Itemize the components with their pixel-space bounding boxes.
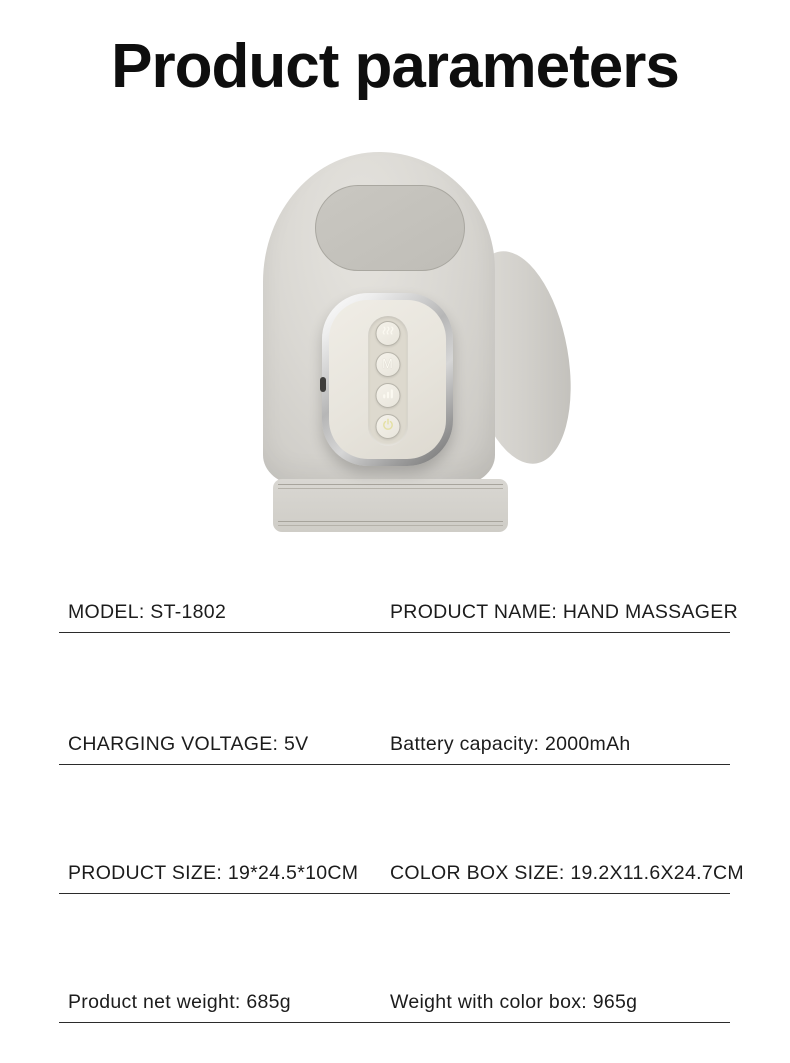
- intensity-button: [375, 383, 400, 408]
- spec-charging-voltage: CHARGING VOLTAGE: 5V: [68, 732, 309, 755]
- spec-product-size: PRODUCT SIZE: 19*24.5*10CM: [68, 861, 359, 884]
- heat-button: [375, 321, 400, 346]
- control-panel-face: [329, 300, 446, 459]
- intensity-bars-icon: [381, 387, 394, 405]
- spec-battery-capacity: Battery capacity: 2000mAh: [390, 732, 631, 755]
- mode-button: [375, 352, 400, 377]
- spec-net-weight: Product net weight: 685g: [68, 990, 291, 1013]
- heat-waves-icon: [381, 325, 394, 343]
- spec-row-model: [59, 555, 738, 633]
- product-image: [255, 148, 585, 548]
- letter-m-icon: M: [382, 357, 393, 372]
- control-panel: [322, 293, 453, 466]
- glove-cuff: [273, 479, 508, 532]
- spec-row-size: [59, 765, 744, 894]
- spec-row-power: [59, 633, 730, 765]
- spec-color-box-size: COLOR BOX SIZE: 19.2X11.6X24.7CM: [390, 861, 744, 884]
- spec-model: MODEL: ST-1802: [68, 600, 227, 623]
- power-button: [375, 414, 400, 439]
- button-strip: [368, 316, 408, 446]
- spec-table: [59, 555, 744, 1023]
- glove-palm-pad: [315, 185, 465, 271]
- spec-product-name: PRODUCT NAME: HAND MASSAGER: [390, 600, 738, 623]
- spec-row-weight: [59, 894, 730, 1023]
- power-icon: [381, 418, 394, 436]
- page-title: Product parameters: [111, 32, 679, 101]
- spec-boxed-weight: Weight with color box: 965g: [390, 990, 638, 1013]
- charging-port: [320, 377, 326, 392]
